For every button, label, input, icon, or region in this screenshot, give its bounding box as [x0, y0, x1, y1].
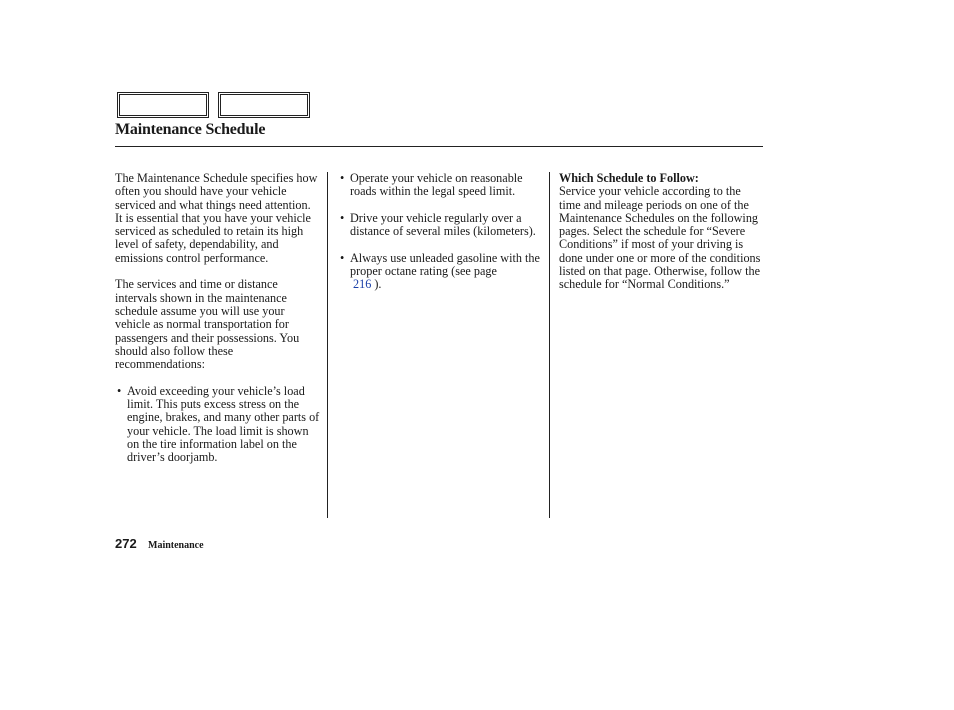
bullet-icon: •: [340, 171, 345, 185]
list-item: [340, 252, 545, 292]
list-item: [340, 172, 545, 199]
column-divider: [549, 172, 550, 518]
page-number: 272: [115, 536, 137, 551]
page-title: Maintenance Schedule: [115, 121, 266, 138]
section-heading: Which Schedule to Follow:: [559, 171, 699, 185]
list-item: [117, 385, 320, 465]
bullet-icon: •: [117, 383, 122, 398]
column-recommendations: [340, 172, 545, 305]
bullet-text-end: ).: [374, 277, 382, 292]
column-divider: [327, 172, 328, 518]
bullet-text: Avoid exceeding your vehicle’s load limit. This puts excess stress on the engine, brakes, and many other parts of your vehicle. The load limit is shown on the tire information label on the driver’s doorjamb.: [127, 383, 320, 465]
bullet-text: Operate your vehicle on reasonable roads within the legal speed limit.: [350, 171, 523, 199]
intervals-paragraph: The services and time or distance intervals shown in the maintenance schedule assume you will use your vehicle as normal transportation for passengers and their possessions. You should also follow these recommendations:: [115, 277, 300, 372]
bullet-icon: •: [340, 210, 345, 225]
title-divider: [115, 146, 763, 147]
next-page-button[interactable]: [218, 92, 310, 118]
bullet-text: Always use unleaded gasoline with the proper octane rating (see page: [350, 250, 540, 279]
page-216-link[interactable]: 216: [353, 277, 372, 292]
column-intro: [115, 172, 320, 478]
bullet-icon: •: [340, 250, 345, 265]
column-which-schedule: [559, 172, 763, 292]
intro-paragraph: The Maintenance Schedule specifies how often you should have your vehicle serviced and what things need attention. It is essential that you have your vehicle serviced as scheduled to retain its high level of safety, dependability, and emissions control performance.: [115, 171, 318, 265]
schedule-paragraph: Service your vehicle according to the time and mileage periods on one of the Maintenance Schedules on the following pages. Select the schedule for “Severe Conditions” if most of your driving is done under one or more of the conditions listed on that page. Otherwise, follow the schedule for “Normal Conditions.”: [559, 184, 761, 292]
list-item: [340, 212, 545, 239]
section-label: Maintenance: [148, 540, 204, 551]
previous-page-button[interactable]: [117, 92, 209, 118]
bullet-text: Drive your vehicle regularly over a distance of several miles (kilometers).: [350, 210, 536, 239]
